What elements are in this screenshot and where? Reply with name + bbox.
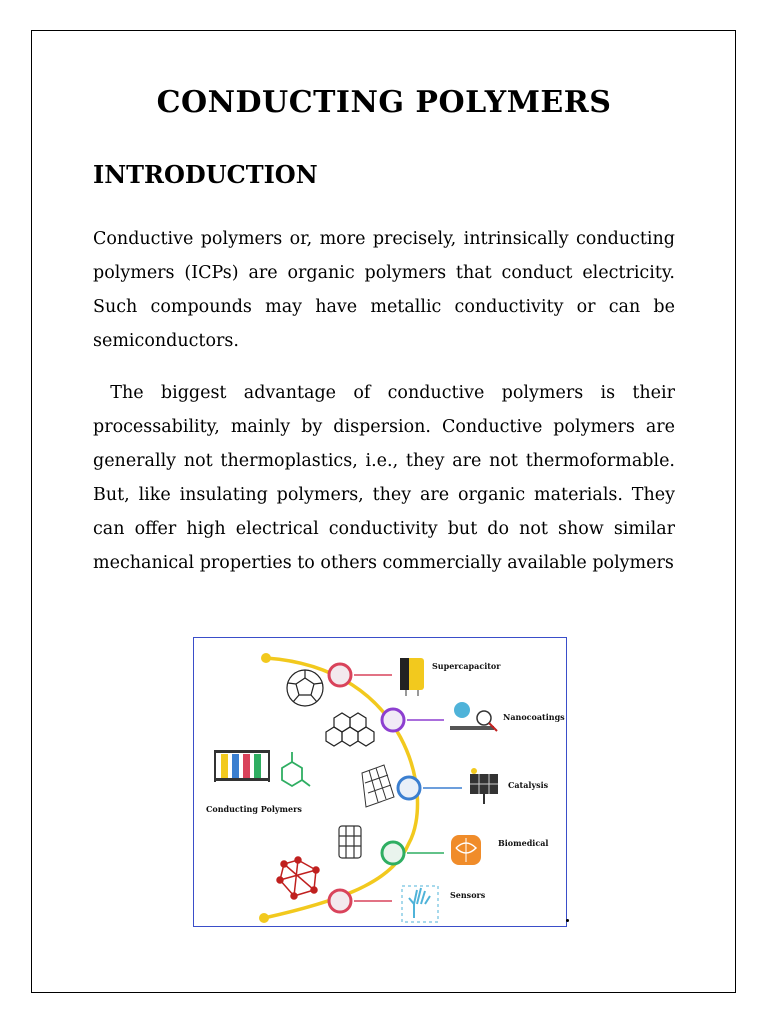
arc-start-dot: [261, 653, 271, 663]
hand-sensor-icon: [402, 886, 438, 922]
capacitor-icon: [400, 658, 424, 696]
test-tubes-icon: [214, 750, 270, 782]
node-nanocoatings: [382, 709, 444, 731]
arc-end-dot: [259, 913, 269, 923]
mesh-icon: [362, 765, 394, 807]
section-heading: INTRODUCTION: [93, 160, 318, 189]
label-nanocoatings: Nanocoatings: [503, 712, 565, 722]
label-sensors: Sensors: [450, 890, 486, 900]
node-catalysis: [398, 777, 462, 799]
arc-line: [264, 658, 418, 918]
node-biomedical: [382, 842, 444, 864]
nanocoating-icon: [450, 702, 497, 731]
label-biomedical: Biomedical: [498, 838, 549, 848]
center-label: Conducting Polymers: [206, 804, 302, 814]
solar-panel-icon: [470, 768, 498, 804]
node-supercapacitor: [329, 664, 392, 686]
label-catalysis: Catalysis: [508, 780, 549, 790]
paragraph-2: The biggest advantage of conductive polymers is their processability, mainly by dispersion. Conductive polymers are generally not thermoplastics, i.e., they are not thermoformable. But, like insulating polymers, they are organic materials. They can offer high electrical conductivity but do not show similar mechanical properties to others commercially available polymers: [93, 383, 675, 573]
page-title: CONDUCTING POLYMERS: [156, 85, 612, 120]
figure-illustration: [194, 638, 566, 926]
trailing-mark: [566, 919, 569, 922]
paragraph-1: Conductive polymers or, more precisely, intrinsically conducting polymers (ICPs) are organic polymers that conduct electricity. Such compounds may have metallic conductivity or can be semiconductors.: [93, 229, 675, 351]
applications-figure: [193, 637, 567, 927]
network-icon: [277, 857, 319, 899]
brain-icon: [451, 835, 481, 865]
node-sensors: [329, 890, 392, 912]
molecule-icon: [282, 752, 310, 786]
fullerene-icon: [287, 670, 323, 706]
graphene-icon: [326, 713, 374, 746]
label-supercapacitor: Supercapacitor: [432, 661, 501, 671]
nanotube-icon: [339, 826, 361, 858]
